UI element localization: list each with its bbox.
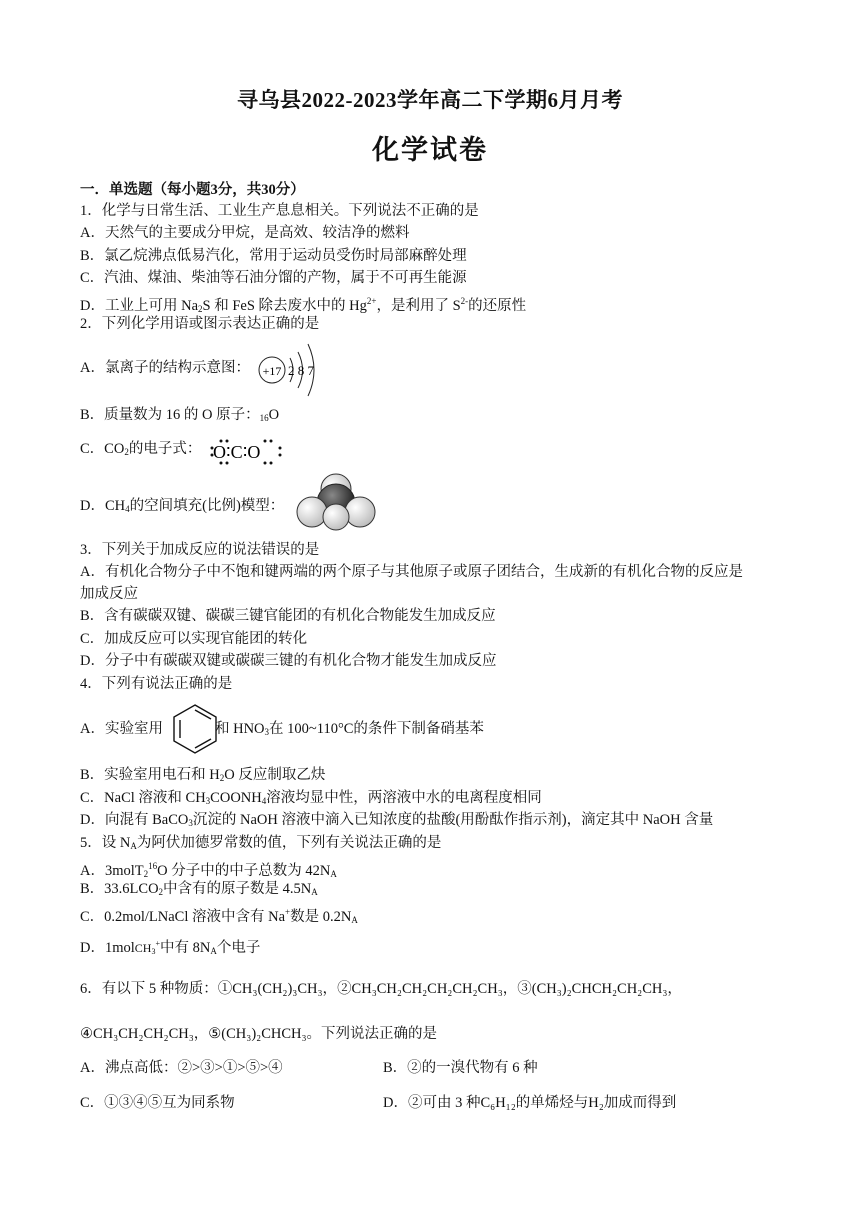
- methane-space-filling-model: [296, 470, 376, 532]
- q2-option-b: B．质量数为 16 的 O 原子：$_{16}$O: [80, 407, 280, 423]
- co2-electron-formula: [209, 436, 285, 466]
- q6-option-d: D．②可由 3 种C₆H₁₂的单烯烃与H₂加成而得到: [383, 1095, 677, 1111]
- q2-stem: 2．下列化学用语或图示表达正确的是: [80, 316, 320, 332]
- q6-stem-line1: 6．有以下 5 种物质：①CH₃(CH₂)₃CH₃，②CH₃CH₂CH₂CH₂CH₂CH₃，③(CH₃)₂CHCH₂CH₂CH₃，: [80, 981, 682, 997]
- q4-option-c: C．NaCl 溶液和 $CH_3COONH_4$溶液均显中性，两溶液中水的电离程度相同: [80, 790, 542, 806]
- chloride-ion-structure-diagram: [256, 340, 336, 402]
- q5-option-c: C．0.2mol/LNaCl 溶液中含有 Na+数是 $0.2N_A$: [80, 907, 358, 925]
- q3-stem: 3．下列关于加成反应的说法错误的是: [80, 542, 320, 558]
- q5-stem: 5．设 $N_A$为阿伏加德罗常数的值，下列有关说法正确的是: [80, 835, 442, 851]
- q6-option-b: B．②的一溴代物有 6 种: [383, 1060, 538, 1076]
- q5-option-d: D．1molCH$_3$+中有 $8N_A$个电子: [80, 939, 261, 956]
- section-heading: 一．单选题（每小题3分，共30分）: [80, 182, 305, 198]
- q4-option-b: B．实验室用电石和 $H_2O$ 反应制取乙炔: [80, 767, 326, 783]
- q1-stem: 1．化学与日常生活、工业生产息息相关。下列说法不正确的是: [80, 203, 479, 219]
- q1-option-c: C．汽油、煤油、柴油等石油分馏的产物，属于不可再生能源: [80, 270, 467, 286]
- q5-option-b: B．$33.6LCO_2$中含有的原子数是 $4.5N_A$: [80, 881, 318, 897]
- q3-option-c: C．加成反应可以实现官能团的转化: [80, 631, 308, 647]
- electron-shell-counts: 2 8 7: [288, 363, 314, 378]
- q4-option-a: A．实验室用 和 $HNO_3$在 100~110°C的条件下制备硝基苯: [80, 721, 484, 737]
- q1-option-d: D．工业上可用 $Na_2S$ 和 FeS 除去废水中的 $Hg^{2+}$，是利用了 $S^{2-}$的还原性: [80, 296, 527, 314]
- q6-stem-line2: ④CH₃CH₂CH₂CH₃，⑤(CH₃)₂CHCH₃。下列说法正确的是: [80, 1026, 438, 1042]
- benzene-ring-icon: [170, 702, 220, 756]
- q3-option-d: D．分子中有碳碳双键或碳碳三键的有机化合物才能发生加成反应: [80, 653, 497, 669]
- q6-option-c: C．①③④⑤互为同系物: [80, 1095, 235, 1111]
- exam-subject-title: 化学试卷: [372, 135, 488, 165]
- q4-option-d: D．向混有 BaCO$_3$沉淀的 NaOH 溶液中滴入已知浓度的盐酸(用酚酞作指示剂)，滴定其中 NaOH 含量: [80, 812, 714, 828]
- q1-option-b: B．氯乙烷沸点低易汽化，常用于运动员受伤时局部麻醉处理: [80, 248, 467, 264]
- q2-option-c: C．$CO_2$的电子式：: [80, 441, 202, 457]
- nucleus-charge: +17: [262, 364, 282, 378]
- q3-option-b: B．含有碳碳双键、碳碳三键官能团的有机化合物能发生加成反应: [80, 608, 496, 624]
- electron-formula-text: O∶C∶O: [213, 442, 261, 462]
- q6-option-a: A．沸点高低：②>③>①>⑤>④: [80, 1060, 283, 1076]
- q1-option-a: A．天然气的主要成分甲烷，是高效、较洁净的燃料: [80, 225, 410, 241]
- exam-title: 寻乌县2022-2023学年高二下学期6月月考: [237, 88, 623, 112]
- q5-option-a: A．3molT$_2^{16}$O 分子中的中子总数为 $42N_A$: [80, 861, 337, 879]
- q2-option-d: D．$CH_4$的空间填充(比例)模型：: [80, 498, 285, 514]
- q2-option-a: A．氯离子的结构示意图：: [80, 360, 250, 376]
- q4-stem: 4．下列有说法正确的是: [80, 676, 233, 692]
- q3-option-a: A．有机化合物分子中不饱和键两端的两个原子与其他原子或原子团结合，生成新的有机化合物的反应是: [80, 564, 743, 580]
- q3-option-a-cont: 加成反应: [80, 586, 138, 602]
